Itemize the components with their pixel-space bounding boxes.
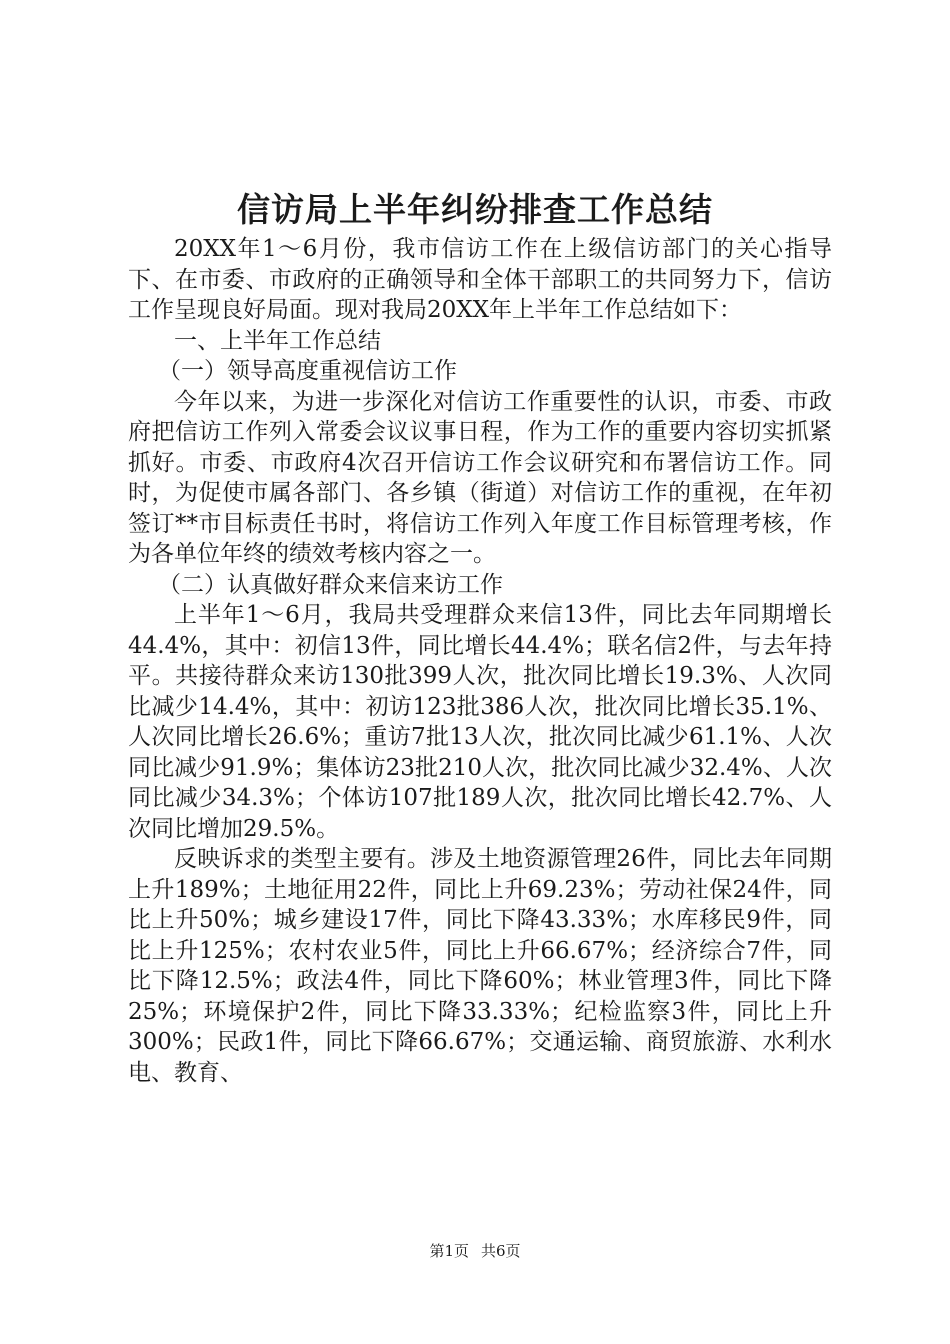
body-paragraph: 上半年1～6月，我局共受理群众来信13件，同比去年同期增长44.4%，其中：初信13件，同比增长44.4%；联名信2件，与去年持平。共接待群众来访130批399人次，批次同比增长19.3%、人次同比减少14.4%，其中：初访123批386人次，批次同比增长35.1%、人次同比增长26.6%；重访7批13人次，批次同比减少61.1%、人次同比减少91.9%；集体访23批210人次，批次同比减少32.4%、人次同比减少34.3%；个体访107批189人次，批次同比增长42.7%、人次同比增加29.5%。	[128, 602, 832, 842]
intro-paragraph: 20XX年1～6月份，我市信访工作在上级信访部门的关心指导下、在市委、市政府的正确领导和全体干部职工的共同努力下，信访工作呈现良好局面。现对我局20XX年上半年工作总结如下：	[128, 236, 832, 323]
page-footer	[0, 1241, 950, 1261]
page-total: 共6页	[481, 1242, 521, 1260]
document-title: 信访局上半年纠纷排查工作总结	[237, 190, 713, 229]
section-heading-1: 一、上半年工作总结	[174, 327, 381, 354]
subsection-heading-2: （二）认真做好群众来信来访工作	[158, 571, 503, 598]
page-number: 第1页	[429, 1242, 469, 1260]
subsection-heading-1: （一）领导高度重视信访工作	[158, 358, 457, 384]
document-body	[128, 234, 832, 1088]
body-paragraph: 今年以来，为进一步深化对信访工作重要性的认识，市委、市政府把信访工作列入常委会议议事日程，作为工作的重要内容切实抓紧抓好。市委、市政府4次召开信访工作会议研究和布署信访工作。同时，为促使市属各部门、各乡镇（街道）对信访工作的重视，在年初签订**市目标责任书时，将信访工作列入年度工作目标管理考核，作为各单位年终的绩效考核内容之一。	[128, 388, 832, 567]
body-paragraph: 反映诉求的类型主要有。涉及土地资源管理26件，同比去年同期上升189%；土地征用22件，同比上升69.23%；劳动社保24件，同比上升50%；城乡建设17件，同比下降43.33%；水库移民9件，同比上升125%；农村农业5件，同比上升66.67%；经济综合7件，同比下降12.5%；政法4件，同比下降60%；林业管理3件，同比下降25%；环境保护2件，同比下降33.33%；纪检监察3件，同比上升300%；民政1件，同比下降66.67%；交通运输、商贸旅游、水利水电、教育、	[128, 846, 832, 1086]
